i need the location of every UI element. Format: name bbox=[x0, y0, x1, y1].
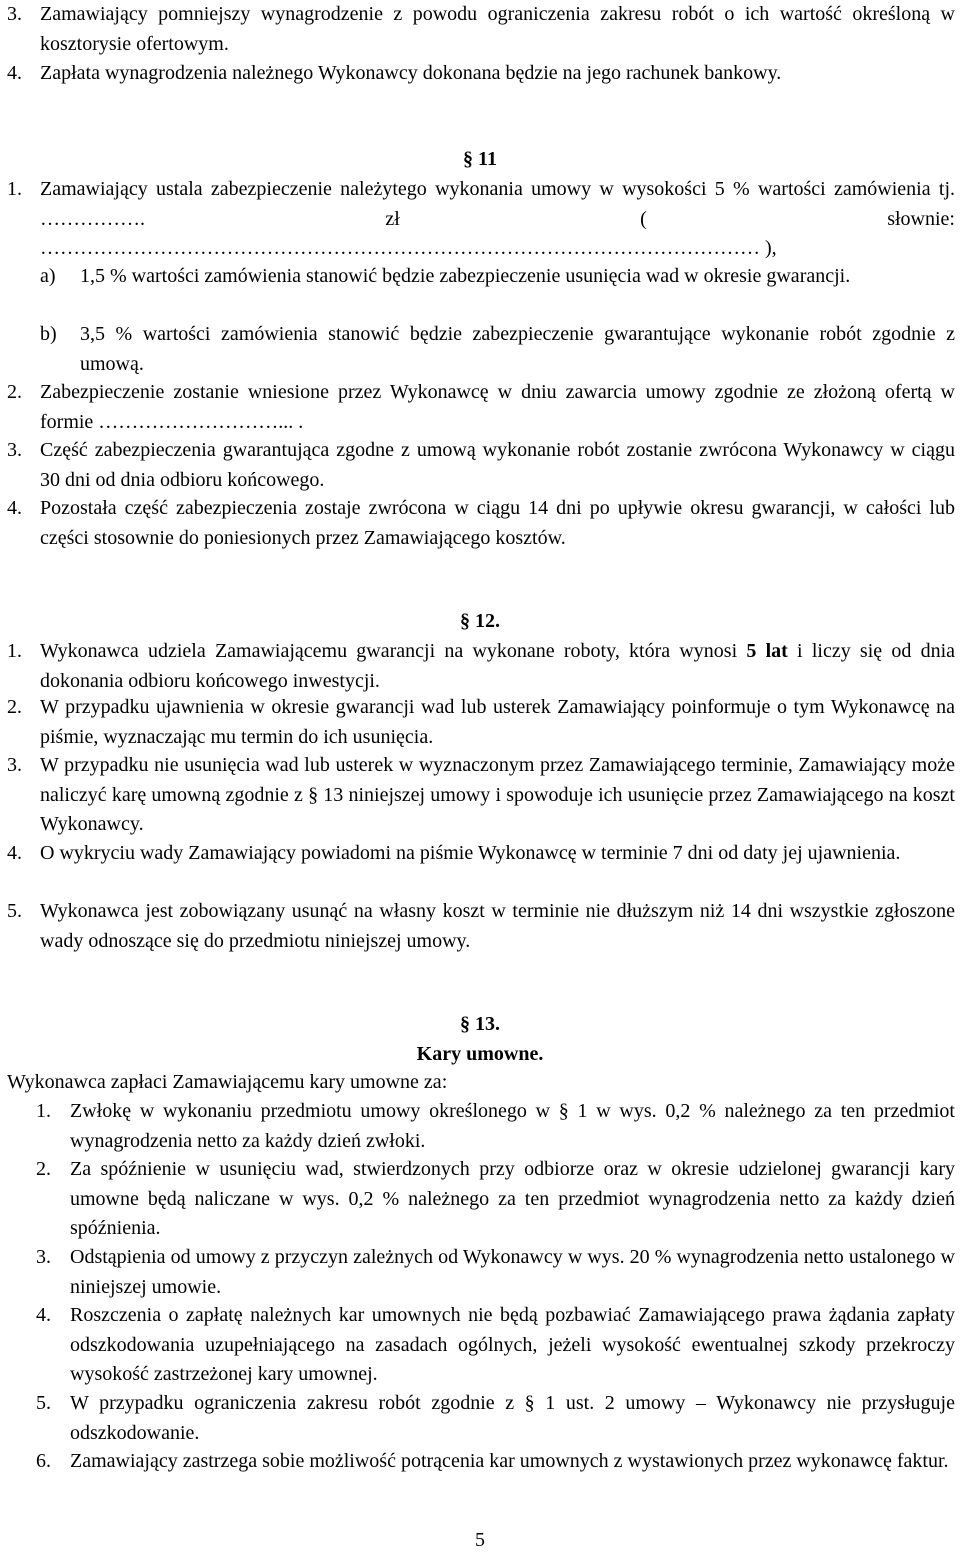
item-number: 2. bbox=[7, 696, 22, 718]
item-text: Wykonawca jest zobowiązany usunąć na własny koszt w terminie nie dłuższym niż 14 dni wszystkie zgłoszone wady odnoszące się do przedmiotu niniejszej umowy. bbox=[40, 900, 955, 952]
item-number: 4. bbox=[7, 842, 22, 864]
item-text: W przypadku ujawnienia w okresie gwarancji wad lub usterek Zamawiający poinformuje o tym Wykonawcę na piśmie, wyznaczając mu termin do ich usunięcia. bbox=[40, 696, 955, 748]
section-title: § 13. bbox=[460, 1013, 500, 1035]
item-text: Odstąpienia od umowy z przyczyn zależnych od Wykonawcy w wys. 20 % wynagrodzenia netto ustalonego w niniejszej umowie. bbox=[70, 1246, 955, 1298]
item-number: 4. bbox=[7, 62, 22, 84]
item-text: Zamawiający zastrzega sobie możliwość potrącenia kar umownych z wystawionych przez wykonawcę faktur. bbox=[70, 1450, 949, 1472]
warranty-period: 5 lat bbox=[746, 640, 788, 662]
item-text: Roszczenia o zapłatę należnych kar umownych nie będą pozbawiać Zamawiającego prawa żądania zapłaty odszkodowania uzupełniającego na zasadach ogólnych, jeżeli wysokość ewentualnej szkody przekroczy wysokość zastrzeżonej kary umownej. bbox=[70, 1304, 955, 1385]
item-text: O wykryciu wady Zamawiający powiadomi na piśmie Wykonawcę w terminie 7 dni od daty jej ujawnienia. bbox=[40, 842, 901, 864]
item-number: 3. bbox=[7, 3, 22, 25]
section-subtitle: Kary umowne. bbox=[416, 1043, 544, 1065]
item-number: 3. bbox=[7, 754, 22, 776]
section-title: § 12. bbox=[460, 610, 500, 632]
item-number: 6. bbox=[36, 1450, 51, 1472]
section-intro: Wykonawca zapłaci Zamawiającemu kary umowne za: bbox=[7, 1071, 448, 1093]
item-text-part: i liczy się od dnia dokonania odbioru końcowego inwestycji. bbox=[40, 640, 956, 692]
item-text: W przypadku nie usunięcia wad lub usterek w wyznaczonym przez Zamawiającego terminie, Zamawiający może naliczyć karę umowną zgodnie z § 13 niniejszej umowy i spowoduje ich usunięcie przez Zamawiającego na koszt Wykonawcy. bbox=[40, 754, 955, 835]
item-text: Zapłata wynagrodzenia należnego Wykonawcy dokonana będzie na jego rachunek bankowy. bbox=[40, 62, 782, 84]
item-number: 1. bbox=[7, 178, 22, 200]
page-number: 5 bbox=[475, 1529, 485, 1551]
item-text: 1,5 % wartości zamówienia stanowić będzie zabezpieczenie usunięcia wad w okresie gwarancji. bbox=[80, 265, 851, 287]
item-text: W przypadku ograniczenia zakresu robót zgodnie z § 1 ust. 2 umowy – Wykonawcy nie przysługuje odszkodowanie. bbox=[70, 1392, 955, 1444]
item-number: 1. bbox=[36, 1100, 51, 1122]
item-text: Zamawiający ustala zabezpieczenie należytego wykonania umowy w wysokości 5 % wartości zamówienia tj. ……………. zł ( słownie: ……………………………………………………………………………………………… ), bbox=[40, 178, 955, 259]
item-number: 5. bbox=[36, 1392, 51, 1414]
item-text: Zabezpieczenie zostanie wniesione przez Wykonawcę w dniu zawarcia umowy zgodnie ze złożoną ofertą w formie ………………………... . bbox=[40, 381, 955, 433]
item-text: Część zabezpieczenia gwarantująca zgodne z umową wykonanie robót zostanie zwrócona Wykonawcy w ciągu 30 dni od dnia odbioru końcowego. bbox=[40, 439, 955, 491]
item-text-part: Wykonawca udziela Zamawiającemu gwarancji na wykonane roboty, która wynosi bbox=[40, 640, 747, 662]
item-number: 4. bbox=[36, 1304, 51, 1326]
item-number: 2. bbox=[36, 1158, 51, 1180]
item-text: 3,5 % wartości zamówienia stanowić będzie zabezpieczenie gwarantujące wykonanie robót zgodnie z umową. bbox=[80, 323, 955, 375]
section-title: § 11 bbox=[463, 148, 497, 170]
item-text bbox=[40, 637, 955, 696]
item-text: Zamawiający pomniejszy wynagrodzenie z powodu ograniczenia zakresu robót o ich wartość określoną w kosztorysie ofertowym. bbox=[40, 3, 955, 55]
item-text: Zwłokę w wykonaniu przedmiotu umowy określonego w § 1 w wys. 0,2 % należnego za ten przedmiot wynagrodzenia netto za każdy dzień zwłoki. bbox=[70, 1100, 955, 1152]
item-text: Za spóźnienie w usunięciu wad, stwierdzonych przy odbiorze oraz w okresie udzielonej gwarancji kary umowne będą naliczane w wys. 0,2 % należnego za ten przedmiot wynagrodzenia netto za każdy dzień spóźnienia. bbox=[70, 1158, 955, 1239]
item-number: b) bbox=[40, 323, 57, 345]
item-number: a) bbox=[40, 265, 56, 287]
item-number: 3. bbox=[36, 1246, 51, 1268]
item-number: 5. bbox=[7, 900, 22, 922]
item-number: 2. bbox=[7, 381, 22, 403]
item-number: 4. bbox=[7, 497, 22, 519]
item-number: 3. bbox=[7, 439, 22, 461]
item-number: 1. bbox=[7, 640, 22, 662]
item-text: Pozostała część zabezpieczenia zostaje zwrócona w ciągu 14 dni po upływie okresu gwarancji, w całości lub części stosownie do poniesionych przez Zamawiającego kosztów. bbox=[40, 497, 955, 549]
